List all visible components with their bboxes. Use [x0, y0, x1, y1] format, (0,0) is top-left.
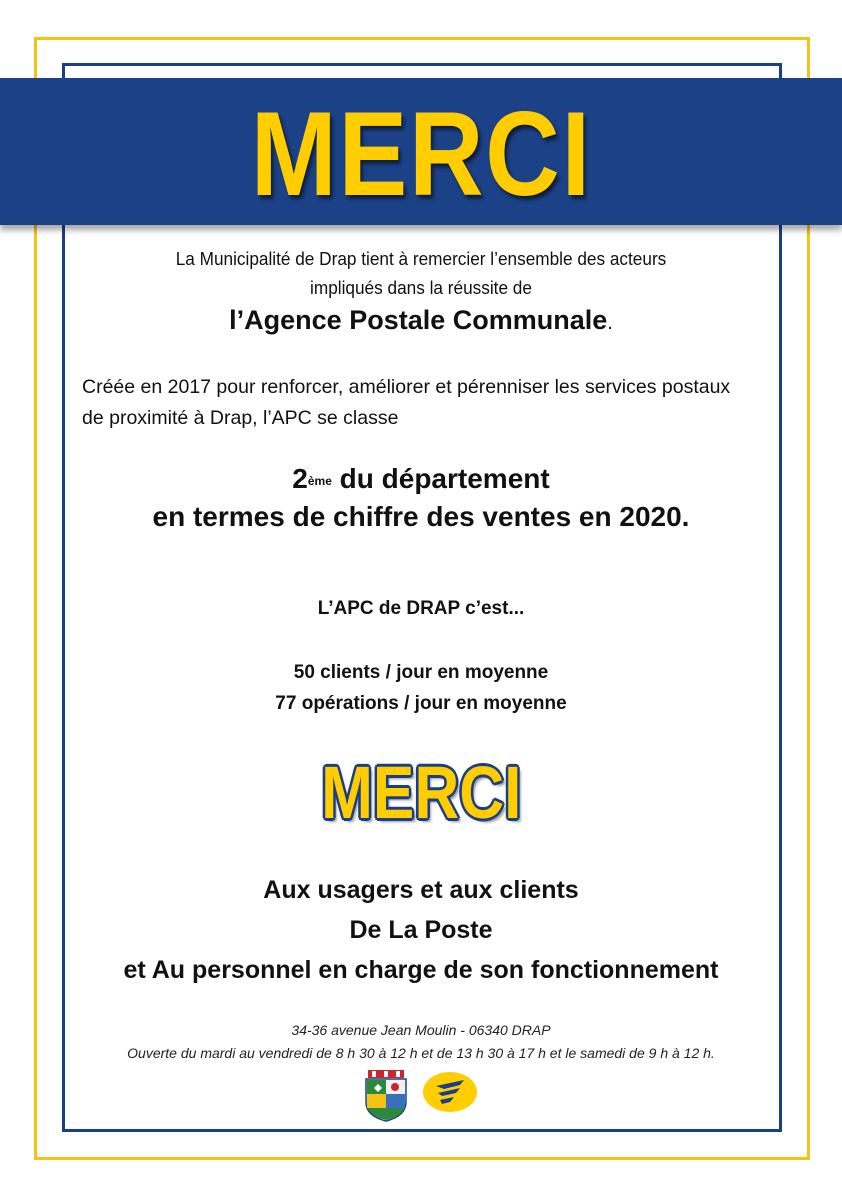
- intro-line-2: impliqués dans la réussite de: [310, 277, 532, 298]
- logo-row: [0, 1070, 842, 1122]
- ranking-statement: [0, 460, 842, 536]
- intro-text: [0, 244, 842, 302]
- merci-wordmark: [0, 751, 842, 834]
- agency-title: [0, 305, 842, 336]
- intro-line-1: La Municipalité de Drap tient à remercier l’ensemble des acteurs: [175, 248, 667, 269]
- la-poste-logo-icon: [422, 1070, 478, 1114]
- header-banner: [0, 78, 842, 225]
- apc-title: L’APC de DRAP c’est...: [317, 598, 525, 619]
- stats-block: [0, 657, 842, 719]
- thanks-line-3: et Au personnel en charge de son fonctionnement: [123, 956, 719, 984]
- footer-info: [0, 1019, 842, 1065]
- rank-line-1-rest: du département: [331, 463, 550, 494]
- ranking-line-2: en termes de chiffre des ventes en 2020.: [152, 501, 690, 532]
- rank-number: 2: [292, 463, 308, 494]
- ranking-line-1: [0, 460, 842, 498]
- rank-suffix: ème: [307, 474, 332, 488]
- banner-title: MERCI: [250, 86, 592, 221]
- drap-coat-of-arms-icon: [364, 1070, 408, 1122]
- agency-period: .: [607, 312, 613, 334]
- creation-paragraph: [82, 372, 782, 434]
- creation-line-2: de proximité à Drap, l’APC se classe: [82, 407, 399, 429]
- thanks-block: [0, 870, 842, 990]
- merci-wordmark-text: MERCI: [320, 751, 522, 834]
- footer-address: 34-36 avenue Jean Moulin - 06340 DRAP: [291, 1022, 551, 1038]
- footer-hours: Ouverte du mardi au vendredi de 8 h 30 à 12 h et de 13 h 30 à 17 h et le samedi de 9 h à 12 h.: [127, 1045, 715, 1061]
- stat-operations: 77 opérations / jour en moyenne: [275, 693, 567, 714]
- thanks-line-1: Aux usagers et aux clients: [263, 876, 579, 904]
- agency-name: l’Agence Postale Communale: [229, 305, 608, 335]
- creation-line-1: Créée en 2017 pour renforcer, améliorer et pérenniser les services postaux: [82, 376, 731, 398]
- stat-clients: 50 clients / jour en moyenne: [293, 662, 549, 683]
- thanks-line-2: De La Poste: [349, 916, 493, 944]
